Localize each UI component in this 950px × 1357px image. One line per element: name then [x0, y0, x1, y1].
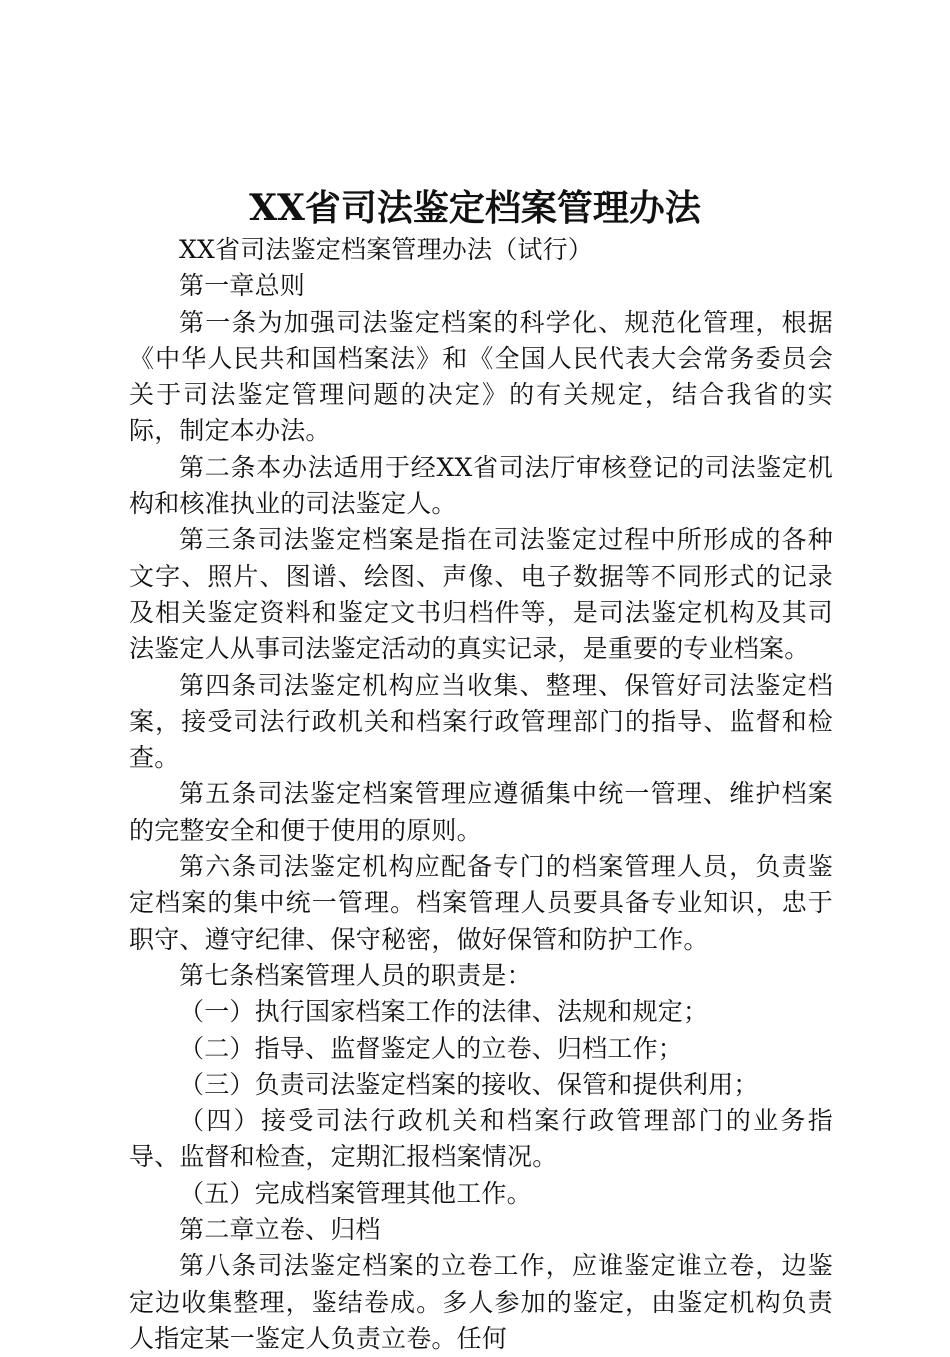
paragraph-chapter-1-heading: 第一章总则	[179, 271, 306, 301]
paragraph-duty-1: （一）执行国家档案工作的法律、法规和规定；	[179, 997, 709, 1027]
paragraph-duty-2: （二）指导、监督鉴定人的立卷、归档工作；	[179, 1033, 684, 1063]
paragraph-article-5: 第五条司法鉴定档案管理应遵循集中统一管理、维护档案的完整安全和便于使用的原则。	[129, 779, 833, 845]
paragraph-subtitle: XX省司法鉴定档案管理办法（试行）	[179, 235, 593, 264]
paragraph-article-4: 第四条司法鉴定机构应当收集、整理、保管好司法鉴定档案，接受司法行政机关和档案行政管理部门的指导、监督和检查。	[129, 670, 833, 773]
paragraph-duty-5: （五）完成档案管理其他工作。	[179, 1178, 532, 1208]
paragraph-article-8: 第八条司法鉴定档案的立卷工作，应谁鉴定谁立卷，边鉴定边收集整理，鉴结卷成。多人参加的鉴定，由鉴定机构负责人指定某一鉴定人负责立卷。任何	[129, 1251, 833, 1353]
document-body	[129, 232, 833, 1357]
paragraph-article-2: 第二条本办法适用于经XX省司法厅审核登记的司法鉴定机构和核准执业的司法鉴定人。	[129, 452, 833, 519]
paragraph-article-6: 第六条司法鉴定机构应配备专门的档案管理人员，负责鉴定档案的集中统一管理。档案管理人员要具备专业知识，忠于职守、遵守纪律、保守秘密，做好保管和防护工作。	[129, 852, 833, 954]
paragraph-article-3: 第三条司法鉴定档案是指在司法鉴定过程中所形成的各种文字、照片、图谱、绘图、声像、电子数据等不同形式的记录及相关鉴定资料和鉴定文书归档件等，是司法鉴定机构及其司法鉴定人从事司法鉴定活动的真实记录，是重要的专业档案。	[129, 525, 833, 664]
paragraph-article-1: 第一条为加强司法鉴定档案的科学化、规范化管理，根据《中华人民共和国档案法》和《全国人民代表大会常务委员会关于司法鉴定管理问题的决定》的有关规定，结合我省的实际，制定本办法。	[129, 307, 833, 446]
paragraph-chapter-2-heading: 第二章立卷、归档	[179, 1215, 381, 1245]
document-title: XX省司法鉴定档案管理办法	[249, 187, 701, 229]
paragraph-duty-3: （三）负责司法鉴定档案的接收、保管和提供利用；	[179, 1069, 759, 1099]
paragraph-duty-4: （四）接受司法行政机关和档案行政管理部门的业务指导、监督和检查，定期汇报档案情况。	[129, 1106, 833, 1172]
paragraph-article-7: 第七条档案管理人员的职责是：	[179, 960, 532, 990]
